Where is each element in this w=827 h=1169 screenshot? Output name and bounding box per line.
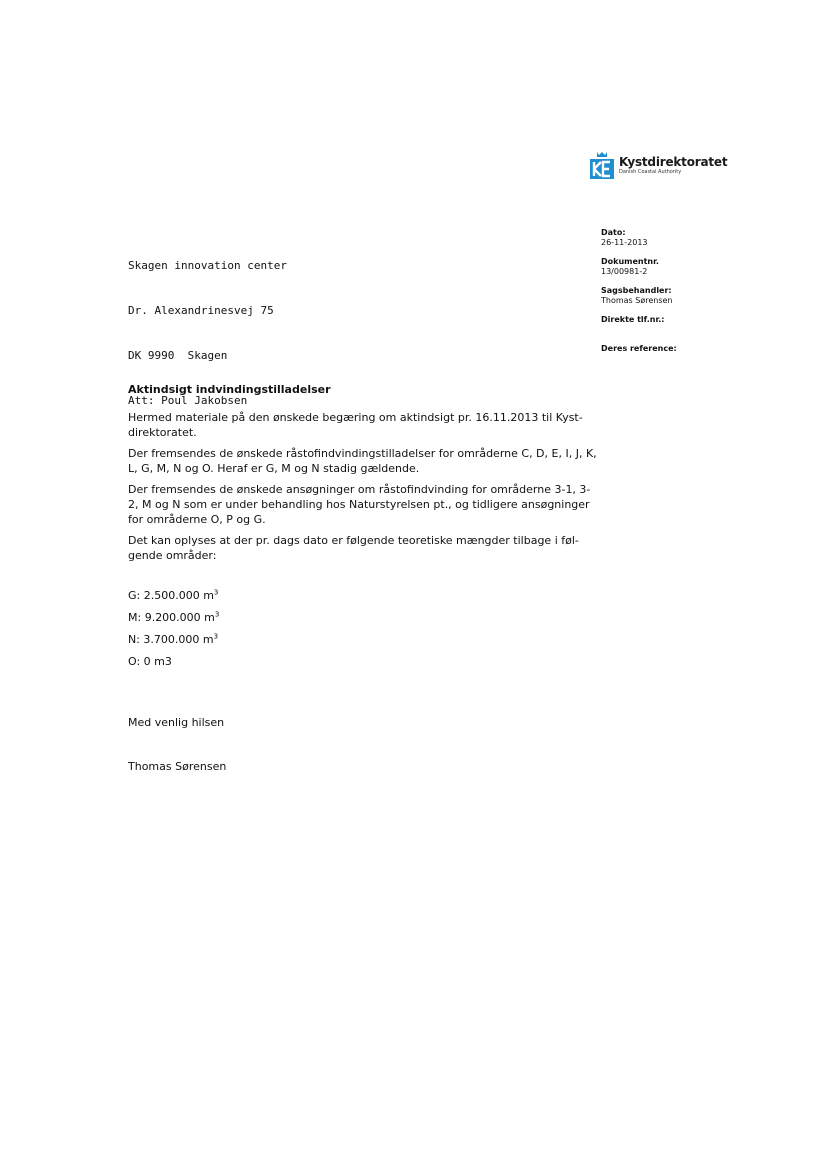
crown-logo-icon (590, 151, 614, 179)
quantity-line (128, 655, 172, 668)
body-paragraph: Det kan oplyses at der pr. dags dato er følgende teoretiske mængder tilbage i føl-gende områder: (128, 534, 579, 562)
quantity-text: M: 9.200.000 m (128, 611, 215, 624)
body-paragraph: Hermed materiale på den ønskede begæring om aktindsigt pr. 16.11.2013 til Kyst-direktoratet. (128, 411, 583, 439)
quantity-text: G: 2.500.000 m (128, 589, 214, 602)
meta-date-value: 26-11-2013 (601, 238, 648, 247)
letter-subject: Aktindsigt indvindingstilladelser (128, 383, 331, 396)
quantity-text: N: 3.700.000 m (128, 633, 214, 646)
recipient-line: Skagen innovation center (128, 259, 287, 272)
quantity-line (128, 611, 219, 624)
kystdirektoratet-logo (590, 150, 727, 180)
meta-case-officer (601, 286, 677, 306)
quantity-text: O: 0 m3 (128, 655, 172, 668)
meta-document-label: Dokumentnr. (601, 257, 659, 266)
meta-reference-label: Deres reference: (601, 344, 677, 353)
quantity-line (128, 589, 218, 602)
meta-case-officer-label: Sagsbehandler: (601, 286, 672, 295)
meta-case-officer-value: Thomas Sørensen (601, 296, 673, 305)
letter-body (128, 410, 598, 569)
meta-reference (601, 344, 677, 354)
meta-date (601, 228, 677, 248)
letter-meta (601, 228, 677, 363)
quantity-unit-exponent: 3 (213, 588, 219, 597)
quantity-line (128, 633, 218, 646)
meta-date-label: Dato: (601, 228, 626, 237)
recipient-line: Att: Poul Jakobsen (128, 394, 248, 407)
body-paragraph: Der fremsendes de ønskede ansøgninger om råstofindvinding for områderne 3-1, 3-2, M og N som er under behandling hos Naturstyrelsen pt., og tidligere ansøgninger for områderne O, P og G. (128, 483, 591, 526)
quantity-unit-exponent: 3 (213, 632, 219, 641)
meta-phone-label: Direkte tlf.nr.: (601, 315, 665, 324)
meta-document-value: 13/00981-2 (601, 267, 648, 276)
signer-name: Thomas Sørensen (128, 760, 227, 773)
recipient-line: DK 9990 Skagen (128, 349, 228, 362)
meta-document-number (601, 257, 677, 277)
quantity-unit-exponent: 3 (214, 610, 220, 619)
logo-name: Kystdirektoratet (619, 154, 728, 169)
logo-subtitle: Danish Coastal Authority (619, 168, 682, 175)
closing-greeting: Med venlig hilsen (128, 716, 225, 729)
body-paragraph: Der fremsendes de ønskede råstofindvindingstilladelser for områderne C, D, E, I, J, K, L, G, M, N og O. Heraf er G, M og N stadig gældende. (128, 447, 597, 475)
recipient-line: Dr. Alexandrinesvej 75 (128, 304, 274, 317)
meta-phone (601, 315, 677, 325)
